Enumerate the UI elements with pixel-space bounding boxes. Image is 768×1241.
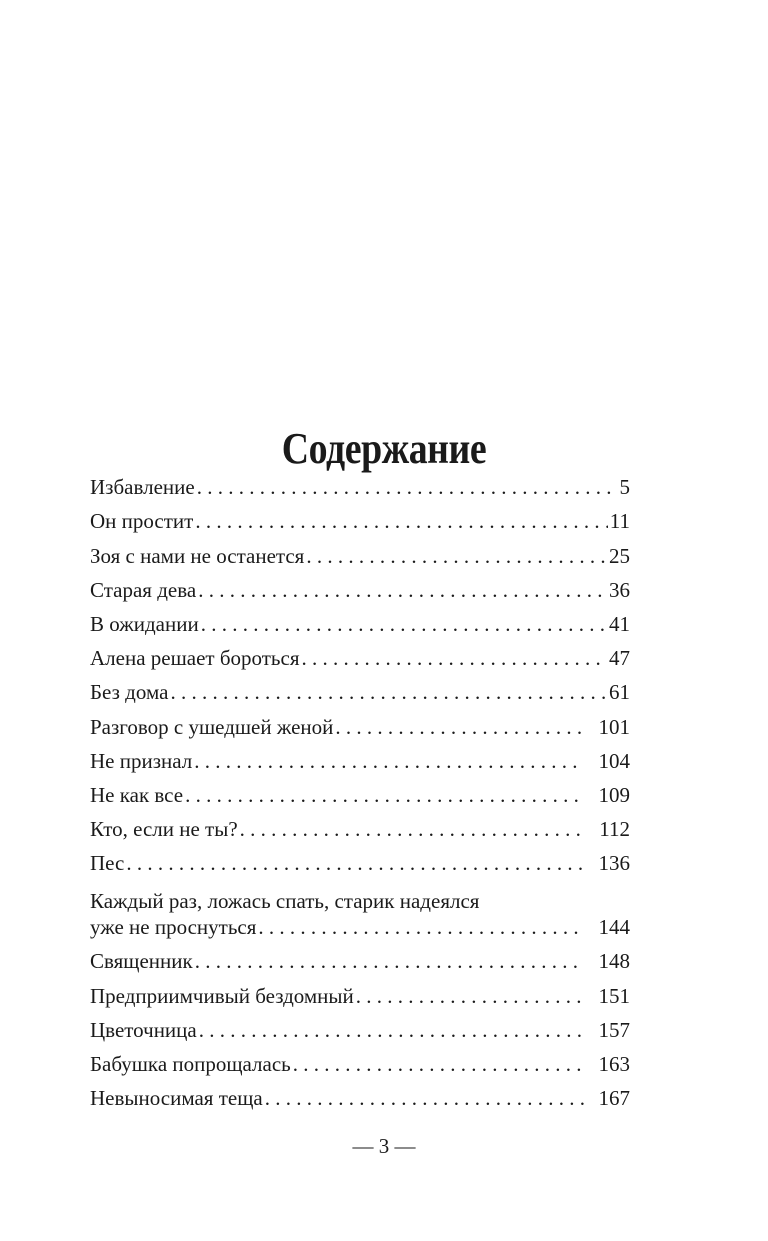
toc-entry-title: Каждый раз, ложась спать, старик надеялся xyxy=(90,889,480,914)
toc-entry-page: 47 xyxy=(609,646,630,671)
dot-leader xyxy=(201,611,607,637)
toc-entry[interactable] xyxy=(90,466,630,500)
toc-entry-page: 61 xyxy=(609,680,630,705)
toc-entry-title-continued: уже не проснуться xyxy=(90,915,257,940)
toc-entry-page: 25 xyxy=(609,543,630,568)
toc-entry-title: Пес xyxy=(90,851,125,876)
toc-entry-title: Бабушка попрощалась xyxy=(90,1052,291,1076)
toc-entry-page: 136 xyxy=(598,851,630,876)
toc-entry-page: 5 xyxy=(619,475,630,500)
page-number: — 3 — xyxy=(352,1134,416,1158)
dot-leader xyxy=(306,543,607,569)
toc-entry[interactable] xyxy=(90,603,630,637)
toc-entry-title: Без дома xyxy=(90,680,169,705)
dot-leader xyxy=(126,850,584,876)
toc-entry-title: Кто, если не ты? xyxy=(90,817,238,842)
toc-entry[interactable] xyxy=(90,637,630,671)
toc-entry-title: Избавление xyxy=(90,475,195,500)
toc-entry[interactable] xyxy=(90,1009,630,1043)
toc-entry-page: 157 xyxy=(598,1017,630,1042)
toc-entry-page: 41 xyxy=(609,611,630,636)
toc-entry-page: 101 xyxy=(598,714,630,739)
dot-leader xyxy=(199,1017,584,1043)
dot-leader xyxy=(240,816,584,842)
table-of-contents xyxy=(90,466,630,1111)
toc-entry-title: Старая дева xyxy=(90,577,197,602)
page-title: Содержание xyxy=(281,424,487,474)
toc-entry[interactable] xyxy=(90,876,630,940)
toc-entry-title: Предприимчивый бездомный xyxy=(90,983,354,1008)
toc-entry-page: 112 xyxy=(599,817,630,842)
dot-leader xyxy=(194,748,584,774)
toc-entry-title: Разговор с ушедшей женой xyxy=(90,714,334,739)
toc-entry-page: 163 xyxy=(598,1052,630,1076)
toc-entry[interactable] xyxy=(90,671,630,705)
toc-entry[interactable] xyxy=(90,974,630,1008)
toc-entry-title: Алена решает бороться xyxy=(90,646,300,671)
dot-leader xyxy=(258,914,584,940)
toc-entry[interactable] xyxy=(90,842,630,876)
dot-leader xyxy=(197,474,618,500)
toc-entry-title: Не признал xyxy=(90,748,193,773)
dot-leader xyxy=(198,577,607,603)
toc-entry-page: 36 xyxy=(609,577,630,602)
toc-entry[interactable] xyxy=(90,740,630,774)
toc-entry-title: Цветочница xyxy=(90,1017,197,1042)
toc-entry[interactable] xyxy=(90,940,630,974)
toc-entry-second-line xyxy=(90,914,630,940)
dot-leader xyxy=(195,508,607,534)
dot-leader xyxy=(185,782,584,808)
dot-leader xyxy=(195,948,584,974)
toc-entry-page: 167 xyxy=(598,1086,630,1111)
toc-entry-title: Не как все xyxy=(90,782,184,807)
dot-leader xyxy=(170,679,607,705)
toc-entry-title: В ожидании xyxy=(90,611,199,636)
dot-leader xyxy=(293,1051,584,1077)
toc-entry[interactable] xyxy=(90,1077,630,1111)
toc-entry[interactable] xyxy=(90,500,630,534)
dot-leader xyxy=(356,983,584,1009)
toc-entry-title: Он простит xyxy=(90,509,194,534)
toc-entry[interactable] xyxy=(90,534,630,568)
toc-entry-title: Священник xyxy=(90,949,193,974)
toc-entry-page: 144 xyxy=(598,915,630,940)
toc-entry-page: 104 xyxy=(598,748,630,773)
dot-leader xyxy=(335,714,584,740)
toc-entry-first-line xyxy=(90,888,630,914)
toc-entry-title: Невыносимая теща xyxy=(90,1086,263,1111)
toc-entry-page: 109 xyxy=(598,782,630,807)
toc-entry-page: 11 xyxy=(609,509,630,534)
toc-entry-page: 151 xyxy=(598,983,630,1008)
toc-entry-page: 148 xyxy=(598,949,630,974)
toc-entry[interactable] xyxy=(90,569,630,603)
toc-entry[interactable] xyxy=(90,1043,630,1077)
toc-entry[interactable] xyxy=(90,808,630,842)
toc-entry[interactable] xyxy=(90,774,630,808)
dot-leader xyxy=(265,1085,584,1111)
toc-entry-title: Зоя с нами не останется xyxy=(90,543,305,568)
toc-entry[interactable] xyxy=(90,705,630,739)
dot-leader xyxy=(301,645,607,671)
